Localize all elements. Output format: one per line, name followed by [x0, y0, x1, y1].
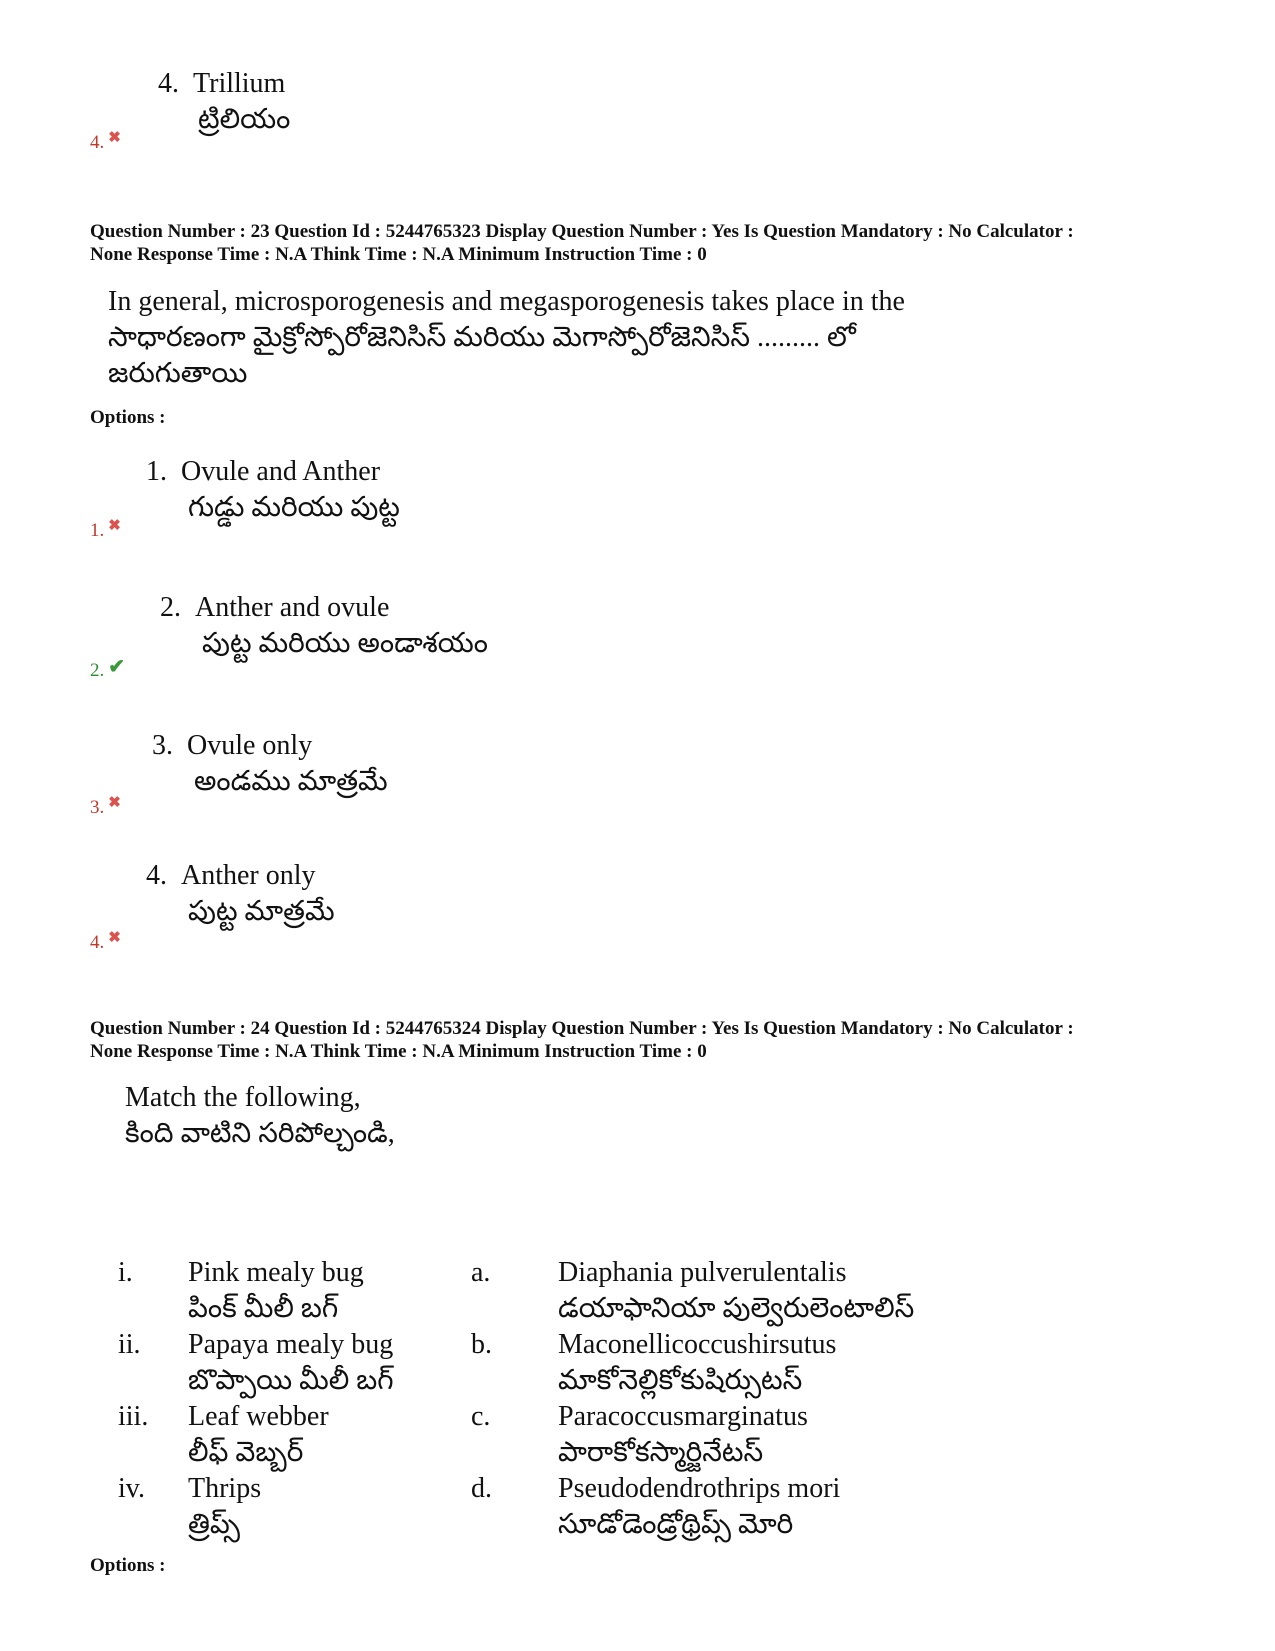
left-english: Pink mealy bug [188, 1257, 364, 1288]
prev-option-4-mark [90, 129, 121, 154]
right-english: Paracoccusmarginatus [558, 1401, 808, 1432]
right-item [558, 1471, 914, 1543]
left-item [188, 1327, 471, 1399]
q24-options-label: Options : [90, 1555, 166, 1576]
right-letter: c. [471, 1401, 491, 1432]
cross-icon: ✖ [108, 929, 121, 946]
option-english: Trillium [193, 68, 286, 99]
q23-option-1[interactable] [146, 454, 400, 526]
q23-option-1-mark [90, 517, 121, 542]
right-item [558, 1255, 914, 1327]
right-item [558, 1327, 914, 1399]
left-item [188, 1399, 471, 1471]
prev-option-4 [158, 66, 290, 138]
right-telugu: డయాఫానియా పుల్వెరులెంటాలిస్ [558, 1293, 915, 1324]
q23-meta-line1: Question Number : 23 Question Id : 5244765323 Display Question Number : Yes Is Question Mandatory : No Calculator : [90, 221, 1074, 242]
option-number: 4. [158, 68, 179, 99]
option-number: 1. [146, 456, 167, 487]
left-telugu: త్రిప్స్ [188, 1509, 240, 1540]
q23-option-4[interactable] [146, 858, 335, 930]
q23-text-english: In general, microsporogenesis and megasporogenesis takes place in the [108, 286, 905, 317]
mark-label: 4. [90, 932, 105, 953]
cross-icon: ✖ [108, 794, 121, 811]
option-number: 3. [152, 730, 173, 761]
option-english: Anther only [181, 860, 316, 891]
right-telugu: మాకోనెల్లికోకుషిర్సుటస్ [558, 1365, 803, 1396]
q23-question-text [108, 284, 905, 392]
right-english: Maconellicoccushirsutus [558, 1329, 837, 1360]
option-english: Ovule and Anther [181, 456, 381, 487]
option-english: Anther and ovule [195, 592, 390, 623]
match-row [118, 1327, 914, 1399]
q24-meta-line1: Question Number : 24 Question Id : 5244765324 Display Question Number : Yes Is Question Mandatory : No Calculator : [90, 1018, 1074, 1039]
option-telugu: గుడ్డు మరియు పుట్ట [188, 492, 400, 523]
q23-option-2[interactable] [160, 590, 488, 662]
right-letter: d. [471, 1473, 492, 1504]
left-item [188, 1471, 471, 1543]
option-telugu: పుట్ట మాత్రమే [188, 896, 335, 927]
right-english: Diaphania pulverulentalis [558, 1257, 847, 1288]
left-english: Papaya mealy bug [188, 1329, 394, 1360]
q23-meta [90, 220, 1210, 266]
option-telugu: అండము మాత్రమే [194, 766, 388, 797]
option-number: 4. [146, 860, 167, 891]
q23-options-label: Options : [90, 407, 166, 428]
left-number: i. [118, 1257, 133, 1288]
right-english: Pseudodendrothrips mori [558, 1473, 841, 1504]
q23-text-telugu-1: సాధారణంగా మైక్రోస్పోరోజెనిసిస్ మరియు మెగాస్పోరోజెనిసిస్ ......... లో [108, 322, 856, 353]
cross-icon: ✖ [108, 517, 121, 534]
right-telugu: పారాకోకస్మార్జినేటస్ [558, 1437, 764, 1468]
q23-option-2-mark [90, 658, 125, 683]
check-icon: ✔ [108, 656, 126, 678]
left-item [188, 1255, 471, 1327]
mark-label: 2. [90, 659, 105, 681]
left-telugu: పింక్ మీలీ బగ్ [188, 1293, 339, 1324]
mark-label: 4. [90, 132, 105, 153]
q24-meta [90, 1017, 1210, 1063]
option-english: Ovule only [187, 730, 313, 761]
q24-meta-line2: None Response Time : N.A Think Time : N.A Minimum Instruction Time : 0 [90, 1041, 707, 1062]
right-letter: b. [471, 1329, 492, 1360]
left-number: iii. [118, 1401, 149, 1432]
left-number: iv. [118, 1473, 145, 1504]
q23-meta-line2: None Response Time : N.A Think Time : N.A Minimum Instruction Time : 0 [90, 244, 707, 265]
option-telugu: పుట్ట మరియు అండాశయం [202, 628, 488, 659]
left-telugu: లీఫ్ వెబ్బర్ [188, 1437, 304, 1468]
right-item [558, 1399, 914, 1471]
left-telugu: బొప్పాయి మీలీ బగ్ [188, 1365, 394, 1396]
q24-text-telugu: కింది వాటిని సరిపోల్చండి, [125, 1118, 395, 1149]
match-row [118, 1255, 914, 1327]
option-telugu: ట్రిలియం [198, 104, 291, 135]
match-row [118, 1471, 914, 1543]
cross-icon: ✖ [108, 129, 121, 146]
q24-match-table [118, 1255, 914, 1543]
q23-option-3[interactable] [152, 728, 388, 800]
option-number: 2. [160, 592, 181, 623]
mark-label: 3. [90, 797, 105, 818]
q23-text-telugu-2: జరుగుతాయి [108, 358, 248, 389]
q24-text-english: Match the following, [125, 1082, 361, 1113]
q24-question-text [125, 1080, 395, 1152]
left-english: Leaf webber [188, 1401, 329, 1432]
left-number: ii. [118, 1329, 141, 1360]
q23-option-3-mark [90, 794, 121, 819]
match-row [118, 1399, 914, 1471]
right-telugu: సూడోడెండ్రోథ్రిప్స్ మోరి [558, 1509, 794, 1540]
left-english: Thrips [188, 1473, 262, 1504]
q23-option-4-mark [90, 929, 121, 954]
mark-label: 1. [90, 520, 105, 541]
right-letter: a. [471, 1257, 491, 1288]
